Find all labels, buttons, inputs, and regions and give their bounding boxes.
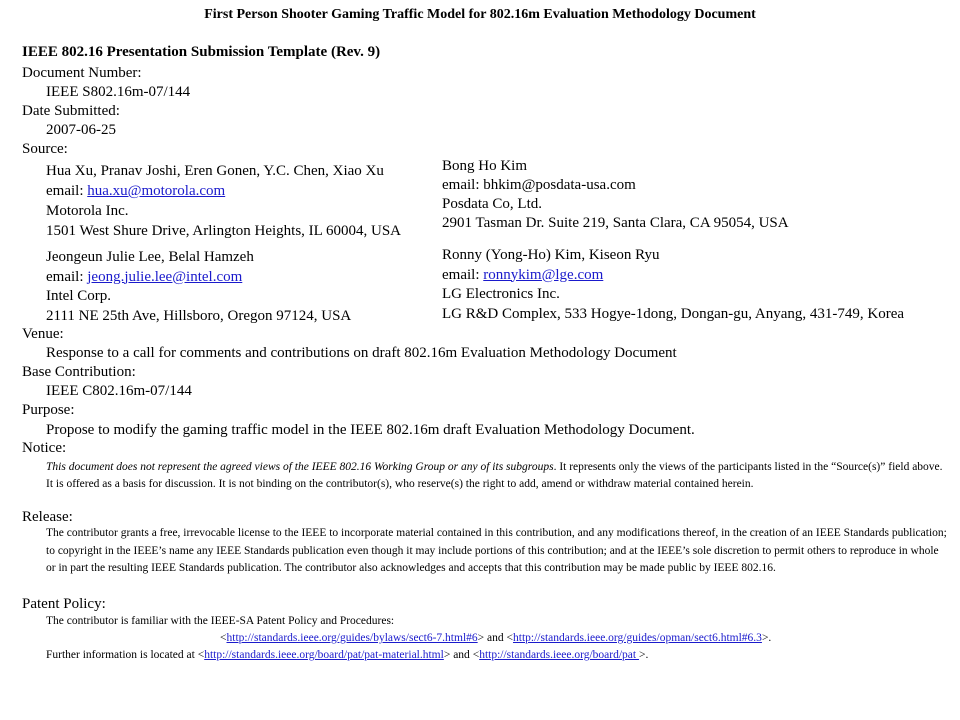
source-label: Source: [22, 141, 68, 157]
notice-label: Notice: [22, 440, 67, 456]
source-address: 2901 Tasman Dr. Suite 219, Santa Clara, CA 95054, USA [442, 215, 789, 231]
email-link-intel[interactable]: jeong.julie.lee@intel.com [87, 268, 243, 285]
venue-value: Response to a call for comments and contributions on draft 802.16m Evaluation Methodology Document [46, 345, 677, 361]
source-org: LG Electronics Inc. [442, 286, 560, 302]
template-heading: IEEE 802.16 Presentation Submission Template (Rev. 9) [22, 44, 381, 60]
source-address: 1501 West Shure Drive, Arlington Heights, IL 60004, USA [46, 223, 402, 239]
document-number-label: Document Number: [22, 65, 142, 81]
patent-policy-text [46, 613, 946, 664]
bracket-close: > [443, 649, 451, 661]
source-org: Intel Corp. [46, 288, 111, 304]
source-block-motorola [46, 161, 401, 241]
bracket-close: > [477, 632, 485, 644]
source-names: Hua Xu, Pranav Joshi, Eren Gonen, Y.C. Chen, Xiao Xu [46, 163, 384, 179]
further-info-text: Further information is located at [46, 649, 198, 661]
date-submitted-value: 2007-06-25 [46, 122, 116, 138]
purpose-label: Purpose: [22, 402, 75, 418]
source-address: LG R&D Complex, 533 Hogye-1dong, Dongan-gu, Anyang, 431-749, Korea [442, 305, 905, 322]
release-text [46, 525, 951, 578]
link-opman[interactable]: http://standards.ieee.org/guides/opman/sect6.html#6.3 [513, 632, 762, 644]
bracket-open: < [472, 649, 480, 661]
link-board-pat[interactable]: http://standards.ieee.org/board/pat [479, 649, 639, 661]
purpose-value: Propose to modify the gaming traffic model in the IEEE 802.16m draft Evaluation Methodology Document. [46, 422, 695, 438]
source-address: 2111 NE 25th Ave, Hillsboro, Oregon 97124, USA [46, 307, 352, 324]
bracket-open: < [506, 632, 514, 644]
notice-italic: This document does not represent the agreed views of the IEEE 802.16 Working Group or any of its subgroups [46, 461, 554, 473]
source-org: Motorola Inc. [46, 203, 129, 219]
notice-rest: . It represents only the views of the participants listed in the “Source(s)” field above. It is offered as a basis for discussion. It is not binding on the contributor(s), who reserve(s) the right to add, amend or withdraw material contained herein. [46, 461, 943, 490]
email-link-lg[interactable]: ronnykim@lge.com [483, 266, 604, 283]
source-names: Bong Ho Kim [442, 158, 528, 174]
source-email-line [46, 181, 401, 201]
venue-label: Venue: [22, 326, 64, 342]
bracket-open: < [197, 649, 205, 661]
and-text: and [484, 632, 507, 644]
source-block-posdata [442, 157, 789, 233]
source-org: Posdata Co, Ltd. [442, 196, 542, 212]
base-contribution-value: IEEE C802.16m-07/144 [46, 383, 192, 399]
patent-line-3 [46, 647, 946, 664]
email-prefix: email: [46, 268, 88, 285]
release-label: Release: [22, 509, 73, 525]
date-submitted-label: Date Submitted: [22, 103, 120, 119]
link-pat-material[interactable]: http://standards.ieee.org/board/pat/pat-material.html [204, 649, 444, 661]
source-names: Jeongeun Julie Lee, Belal Hamzeh [46, 249, 254, 265]
source-email-line: email: bhkim@posdata-usa.com [442, 177, 636, 193]
base-contribution-label: Base Contribution: [22, 364, 136, 380]
patent-policy-label: Patent Policy: [22, 596, 106, 612]
source-email-line [46, 268, 351, 288]
email-prefix: email: [46, 183, 88, 199]
source-email-line [442, 266, 904, 286]
bracket-close-period: >. [761, 632, 772, 644]
source-block-lg [442, 246, 904, 324]
document-title: First Person Shooter Gaming Traffic Model for 802.16m Evaluation Methodology Document [204, 7, 756, 22]
link-bylaws[interactable]: http://standards.ieee.org/guides/bylaws/sect6-7.html#6 [226, 632, 478, 644]
bracket-open: < [220, 632, 227, 644]
and-text: and [450, 649, 473, 661]
email-link-motorola[interactable]: hua.xu@motorola.com [87, 183, 226, 199]
patent-line-1: The contributor is familiar with the IEEE-SA Patent Policy and Procedures: [46, 615, 395, 627]
email-prefix: email: [442, 266, 484, 283]
patent-line-2 [46, 630, 946, 647]
document-number-value: IEEE S802.16m-07/144 [46, 84, 191, 100]
source-names: Ronny (Yong-Ho) Kim, Kiseon Ryu [442, 247, 660, 263]
release-paragraph: The contributor grants a free, irrevocable license to the IEEE to incorporate material contained in this contribution, and any modifications thereof, in the creation of an IEEE Standards publication; to copyright in the IEEE’s name any IEEE Standards publication even though it may include portions of this contribution; and at the IEEE’s sole discretion to permit others to reproduce in whole or in part the resulting IEEE Standards publication. The contributor also acknowledges and accepts that this contribution may be made public by IEEE 802.16. [46, 527, 947, 574]
notice-text [46, 459, 946, 493]
bracket-close-period: >. [638, 649, 649, 661]
source-block-intel [46, 248, 351, 326]
